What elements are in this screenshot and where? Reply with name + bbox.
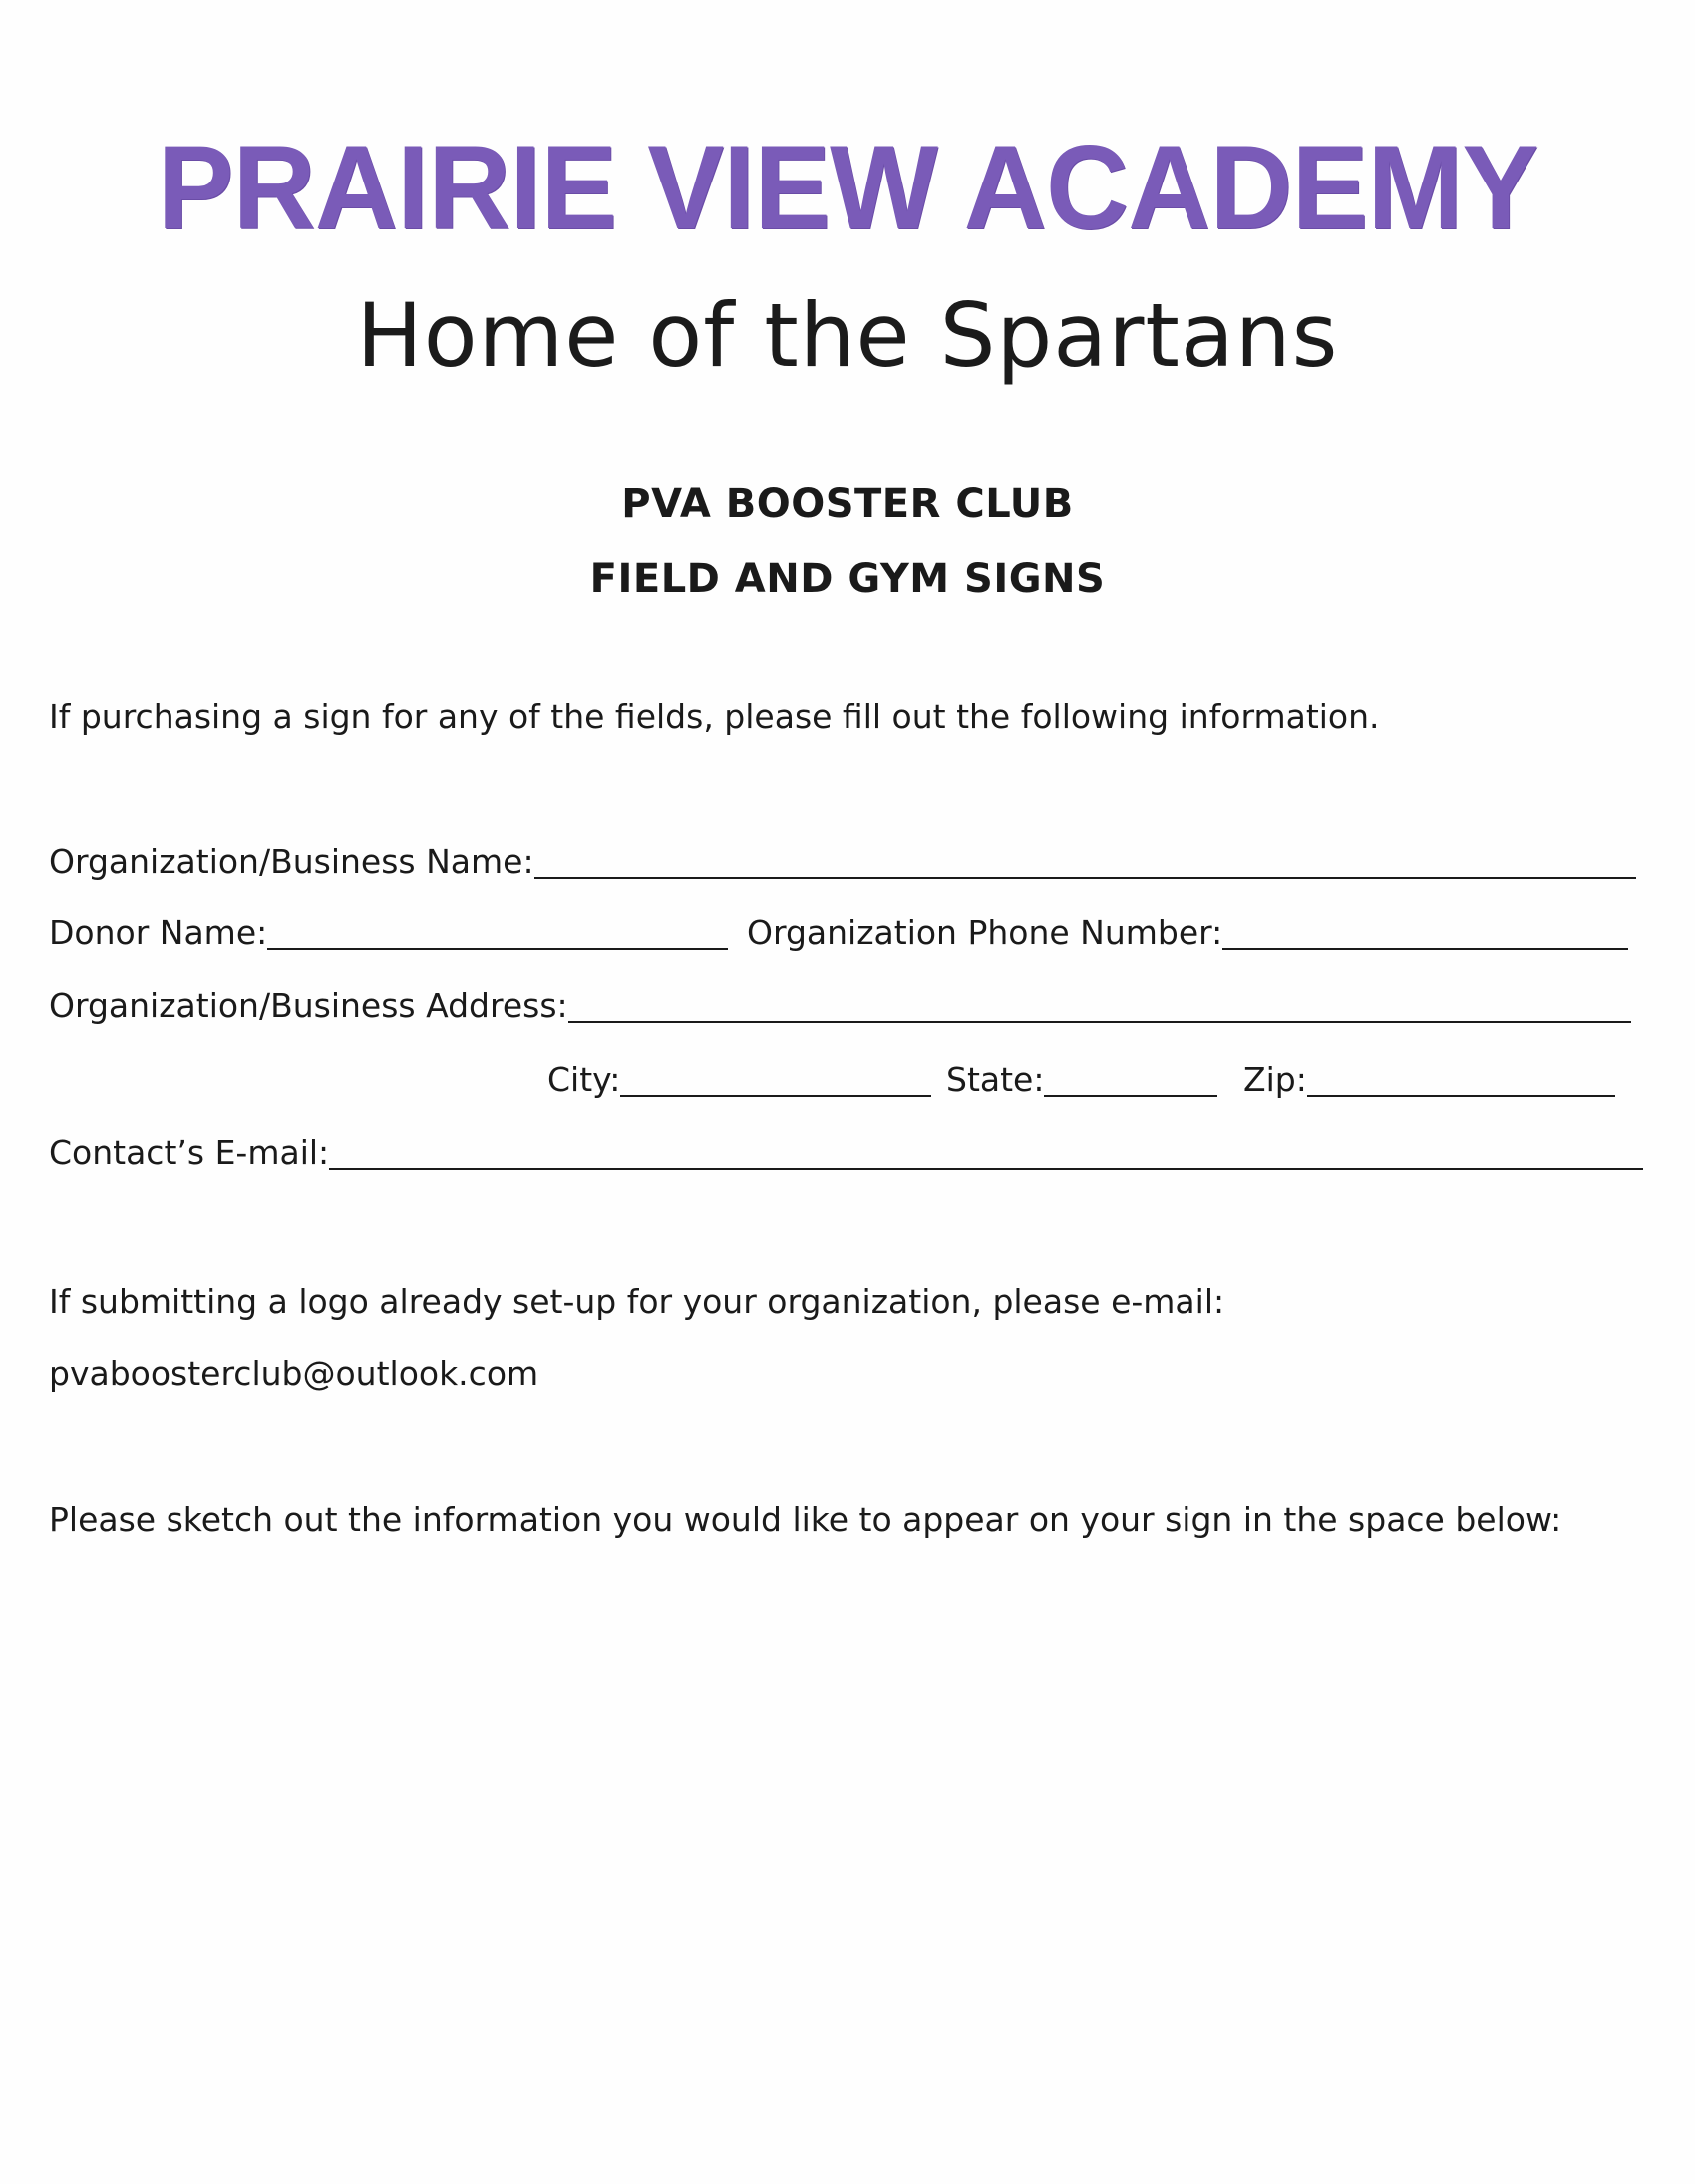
tagline: Home of the Spartans (356, 284, 1339, 387)
zip-blank[interactable] (1307, 1061, 1615, 1097)
address-blank[interactable] (568, 987, 1631, 1023)
donor-name-blank[interactable] (267, 914, 728, 950)
state-label: State: (946, 1060, 1045, 1099)
address-label: Organization/Business Address: (49, 986, 568, 1025)
address-field (49, 985, 1631, 1027)
org-name-blank[interactable] (534, 843, 1636, 879)
contact-email: pvaboosterclub@outlook.com (49, 1354, 539, 1393)
form-title: FIELD AND GYM SIGNS (589, 556, 1106, 602)
sketch-note: Please sketch out the information you would like to appear on your sign in the space below: (49, 1500, 1562, 1539)
city-label: City: (547, 1060, 621, 1099)
intro-text: If purchasing a sign for any of the fields, please fill out the following information. (49, 697, 1380, 736)
city-blank[interactable] (620, 1061, 931, 1097)
school-name: PRAIRIE VIEW ACADEMY (157, 121, 1538, 254)
sketch-area[interactable] (49, 1576, 1644, 2134)
email-field (49, 1132, 1643, 1174)
zip-field (1243, 1059, 1615, 1101)
state-blank[interactable] (1044, 1061, 1217, 1097)
phone-field (747, 912, 1628, 954)
email-blank[interactable] (329, 1134, 1643, 1170)
org-name-field (49, 841, 1636, 883)
logo-note: If submitting a logo already set-up for your organization, please e-mail: (49, 1282, 1225, 1321)
phone-blank[interactable] (1222, 914, 1628, 950)
club-title: PVA BOOSTER CLUB (621, 481, 1074, 527)
donor-name-field (49, 912, 728, 954)
city-field (547, 1059, 931, 1101)
org-name-label: Organization/Business Name: (49, 842, 534, 881)
zip-label: Zip: (1243, 1060, 1307, 1099)
state-field (946, 1059, 1217, 1101)
donor-name-label: Donor Name: (49, 913, 268, 952)
phone-label: Organization Phone Number: (747, 913, 1223, 952)
email-label: Contact’s E-mail: (49, 1133, 330, 1172)
